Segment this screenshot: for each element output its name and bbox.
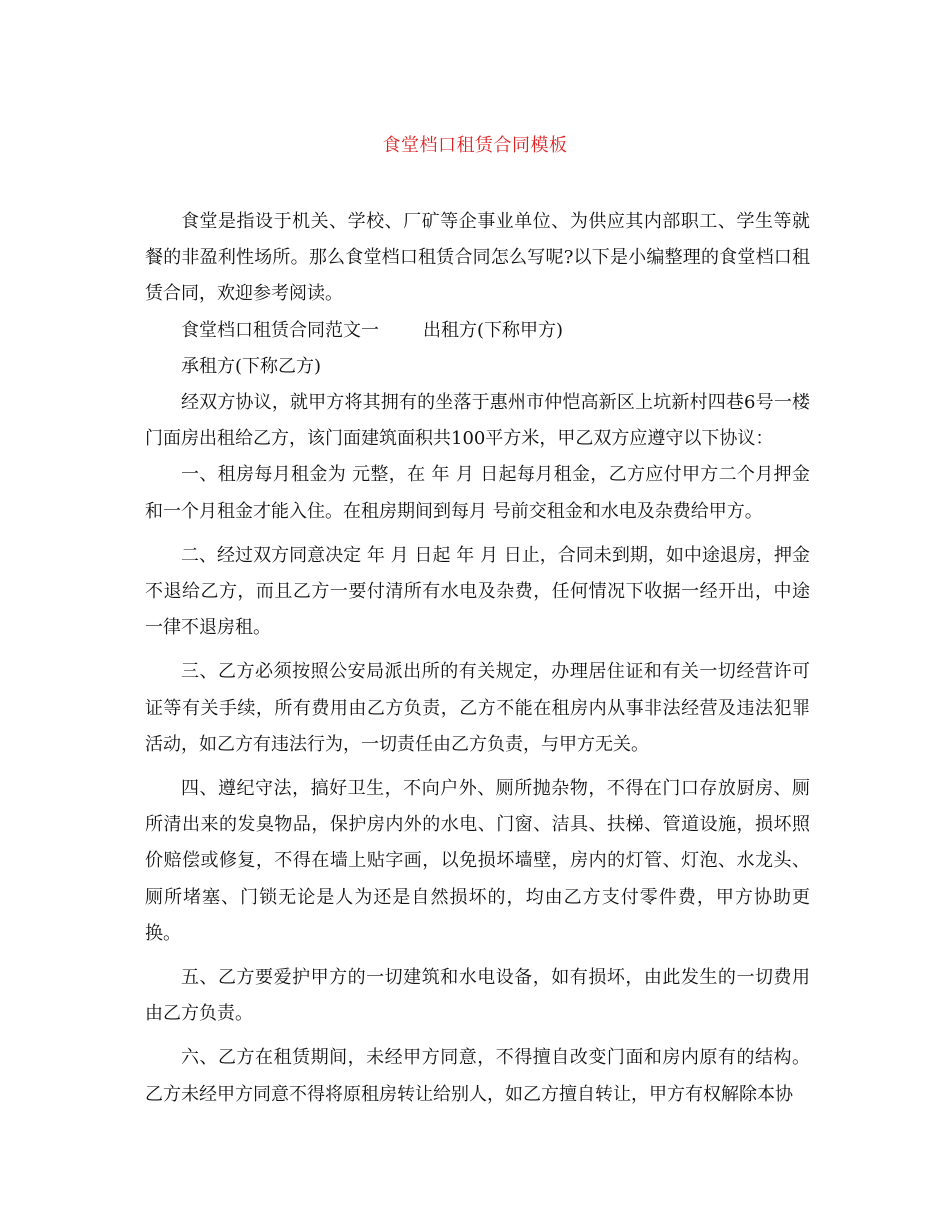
sample-heading: 食堂档口租赁合同范文一 (181, 319, 379, 341)
clause-paragraph: 二、经过双方同意决定 年 月 日起 年 月 日止，合同未到期，如中途退房，押金不退给乙方，而且乙方一要付清所有水电及杂费，任何情况下收据一经开出，中途一律不退房租。 (145, 544, 810, 639)
intro-paragraph: 食堂是指设于机关、学校、厂矿等企事业单位、为供应其内部职工、学生等就餐的非盈利性场所。那么食堂档口租赁合同怎么写呢?以下是小编整理的食堂档口租赁合同，欢迎参考阅读。 (145, 211, 810, 305)
lessee-label: 承租方(下称乙方) (181, 355, 322, 377)
clause-paragraph: 六、乙方在租赁期间，未经甲方同意，不得擅自改变门面和房内原有的结构。乙方未经甲方同意不得将原租房转让给别人，如乙方擅自转让，甲方有权解除本协 (145, 1047, 810, 1105)
document-title: 食堂档口租赁合同模板 (382, 135, 568, 156)
lessor-label: 出租方(下称甲方) (423, 319, 564, 341)
clause-paragraph: 五、乙方要爱护甲方的一切建筑和水电设备，如有损坏，由此发生的一切费用由乙方负责。 (145, 967, 810, 1025)
preamble-paragraph: 经双方协议，就甲方将其拥有的坐落于惠州市仲恺高新区上坑新村四巷6号一楼门面房出租给乙方，该门面建筑面积共100平方米，甲乙双方应遵守以下协议： (145, 392, 810, 450)
clause-paragraph: 四、遵纪守法，搞好卫生，不向户外、厕所抛杂物，不得在门口存放厨房、厕所清出来的发臭物品，保护房内外的水电、门窗、洁具、扶梯、管道设施，损坏照价赔偿或修复，不得在墙上贴字画，以免损坏墙壁，房内的灯管、灯泡、水龙头、厕所堵塞、门锁无论是人为还是自然损坏的，均由乙方支付零件费，甲方协助更换。 (145, 778, 810, 944)
sample-heading-line (145, 313, 810, 349)
clause-paragraph: 三、乙方必须按照公安局派出所的有关规定，办理居住证和有关一切经营许可证等有关手续，所有费用由乙方负责，乙方不能在租房内从事非法经营及违法犯罪活动，如乙方有违法行为，一切责任由乙方负责，与甲方无关。 (145, 661, 810, 755)
clause-paragraph: 一、租房每月租金为 元整，在 年 月 日起每月租金，乙方应付甲方二个月押金和一个月租金才能入住。在租房期间到每月 号前交租金和水电及杂费给甲方。 (145, 464, 810, 522)
document-body (145, 204, 810, 1113)
